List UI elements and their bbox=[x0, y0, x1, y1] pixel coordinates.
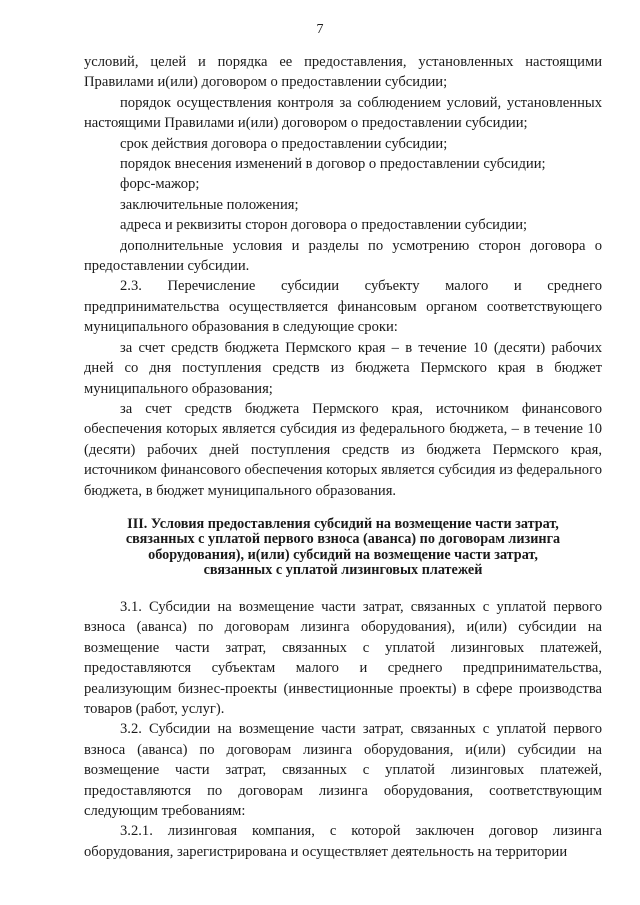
paragraphs-before bbox=[84, 52, 602, 501]
paragraphs-after bbox=[84, 597, 602, 862]
paragraph: 3.1. Субсидии на возмещение части затрат, связанных с уплатой первого взноса (аванса) по договорам лизинга оборудования), и(или) субсидии на возмещение части затрат, связанных с уплатой лизинговых платежей, предоставляются субъектам малого и среднего предпринимательства, реализующим бизнес-проекты (инвестиционные проекты) в сфере производства товаров (работ, услуг). bbox=[84, 598, 602, 717]
paragraph: порядок внесения изменений в договор о предоставлении субсидии; bbox=[120, 156, 546, 173]
paragraph: срок действия договора о предоставлении субсидии; bbox=[120, 135, 448, 152]
paragraph: условий, целей и порядка ее предоставления, установленных настоящими Правилами и(или) договором о предоставлении субсидии; bbox=[84, 54, 602, 91]
paragraph: 3.2.1. лизинговая компания, с которой заключен договор лизинга оборудования, зарегистрирована и осуществляет деятельность на территории bbox=[84, 823, 602, 860]
document-body bbox=[84, 52, 602, 862]
paragraph: заключительные положения; bbox=[120, 196, 299, 213]
page-number: 7 bbox=[316, 22, 324, 37]
section-heading: III. Условия предоставления субсидий на возмещение части затрат, связанных с уплатой первого взноса (аванса) по договорам лизинга оборудования), и(или) субсидий на возмещение части затрат, связанных с уплатой лизинговых платежей bbox=[125, 515, 561, 579]
paragraph: за счет средств бюджета Пермского края, источником финансового обеспечения которых является субсидия из федерального бюджета, – в течение 10 (десяти) рабочих дней поступления средств из бюджета Пермского края, источником финансового обеспечения которых является субсидия из федерального бюджета, в бюджет муниципального образования. bbox=[84, 400, 602, 499]
paragraph: адреса и реквизиты сторон договора о предоставлении субсидии; bbox=[120, 217, 528, 234]
paragraph: 3.2. Субсидии на возмещение части затрат, связанных с уплатой первого взноса (аванса) по договорам лизинга оборудования, и(или) субсидии на возмещение части затрат, связанных с уплатой лизинговых платежей, предоставляются по договорам лизинга оборудования, соответствующим следующим требованиям: bbox=[84, 721, 602, 819]
paragraph: 2.3. Перечисление субсидии субъекту малого и среднего предпринимательства осуществляется финансовым органом соответствующего муниципального образования в следующие сроки: bbox=[84, 278, 602, 336]
paragraph: за счет средств бюджета Пермского края – в течение 10 (десяти) рабочих дней со дня поступления средств из бюджета Пермского края в бюджет муниципального образования; bbox=[84, 339, 602, 397]
paragraph: форс-мажор; bbox=[120, 176, 200, 193]
paragraph: порядок осуществления контроля за соблюдением условий, установленных настоящими Правилами и(или) договором о предоставлении субсидии; bbox=[84, 94, 602, 132]
paragraph: дополнительные условия и разделы по усмотрению сторон договора о предоставлении субсидии. bbox=[84, 237, 602, 275]
